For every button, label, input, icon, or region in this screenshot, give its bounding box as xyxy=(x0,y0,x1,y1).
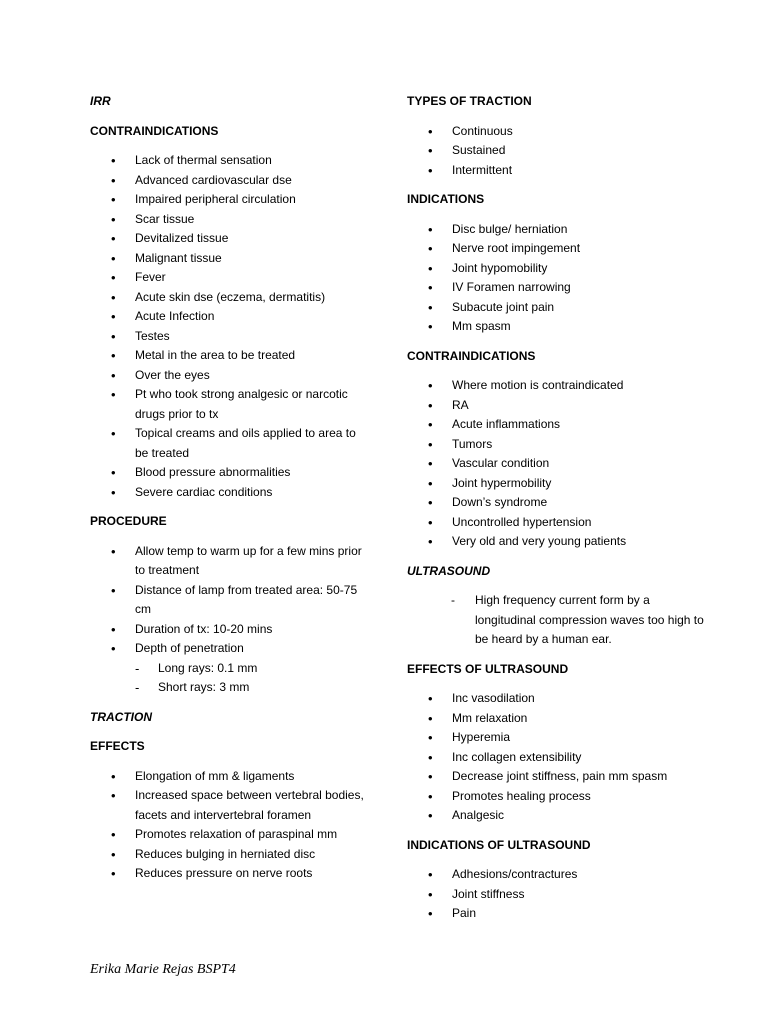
indications-of-ultrasound-list xyxy=(407,865,707,924)
list-item: • Blood pressure abnormalities xyxy=(90,463,365,483)
list-item: • Fever xyxy=(90,268,365,288)
procedure-list xyxy=(90,542,365,698)
list-item: • Allow temp to warm up for a few mins prior to treatment xyxy=(90,542,365,581)
list-item: • Hyperemia xyxy=(407,728,707,748)
indications-list xyxy=(407,220,707,337)
list-item: • Promotes healing process xyxy=(407,787,707,807)
traction-title: TRACTION xyxy=(90,709,152,724)
right-column xyxy=(407,92,707,934)
irr-title: IRR xyxy=(90,94,111,108)
list-item: • Down’s syndrome xyxy=(407,493,707,513)
list-item: • Acute skin dse (eczema, dermatitis) xyxy=(90,288,365,308)
list-item: • Continuous xyxy=(407,122,707,142)
list-item: • Lack of thermal sensation xyxy=(90,151,365,171)
list-item: • Advanced cardiovascular dse xyxy=(90,171,365,191)
depth-sub-list xyxy=(135,659,365,698)
types-of-traction-heading: TYPES OF TRACTION xyxy=(407,94,532,108)
list-item: • Joint stiffness xyxy=(407,885,707,905)
list-item xyxy=(90,639,365,698)
list-item: • Analgesic xyxy=(407,806,707,826)
effects-heading: EFFECTS xyxy=(90,739,145,753)
list-item: • Increased space between vertebral bodies, facets and intervertebral foramen xyxy=(90,786,365,825)
indications-heading: INDICATIONS xyxy=(407,192,485,206)
list-item: • Joint hypomobility xyxy=(407,259,707,279)
sub-list-item: - Short rays: 3 mm xyxy=(135,678,365,698)
list-item: • Joint hypermobility xyxy=(407,474,707,494)
effects-of-ultrasound-heading: EFFECTS OF ULTRASOUND xyxy=(407,661,569,676)
list-item: • Devitalized tissue xyxy=(90,229,365,249)
list-item: • Uncontrolled hypertension xyxy=(407,513,707,533)
list-item: • Testes xyxy=(90,327,365,347)
ultrasound-title: ULTRASOUND xyxy=(407,563,491,578)
left-column xyxy=(90,92,365,894)
traction-contraindications-heading: CONTRAINDICATIONS xyxy=(407,348,536,363)
list-item: • Nerve root impingement xyxy=(407,239,707,259)
list-item: • Severe cardiac conditions xyxy=(90,483,365,503)
list-item: • RA xyxy=(407,396,707,416)
list-item: • Promotes relaxation of paraspinal mm xyxy=(90,825,365,845)
list-item: • Inc vasodilation xyxy=(407,689,707,709)
author-footer: Erika Marie Rejas BSPT4 xyxy=(90,962,236,977)
list-item: • Tumors xyxy=(407,435,707,455)
traction-contraindications-list xyxy=(407,376,707,552)
depth-of-penetration-label: Depth of penetration xyxy=(135,641,244,655)
list-item: • Malignant tissue xyxy=(90,249,365,269)
list-item: • Decrease joint stiffness, pain mm spasm xyxy=(407,767,707,787)
list-item: • Pain xyxy=(407,904,707,924)
ultrasound-definition: - High frequency current form by a longitudinal compression waves too high to be heard by a human ear. xyxy=(407,591,707,650)
list-item: • Topical creams and oils applied to area to be treated xyxy=(90,424,365,463)
effects-of-ultrasound-list xyxy=(407,689,707,826)
list-item: • Pt who took strong analgesic or narcotic drugs prior to tx xyxy=(90,385,365,424)
list-item: • Reduces bulging in herniated disc xyxy=(90,845,365,865)
list-item: • Acute inflammations xyxy=(407,415,707,435)
list-item: • Over the eyes xyxy=(90,366,365,386)
list-item: • Elongation of mm & ligaments xyxy=(90,767,365,787)
list-item: • Acute Infection xyxy=(90,307,365,327)
effects-list xyxy=(90,767,365,884)
list-item: • Metal in the area to be treated xyxy=(90,346,365,366)
list-item: • Mm spasm xyxy=(407,317,707,337)
list-item: • Sustained xyxy=(407,141,707,161)
list-item: • Reduces pressure on nerve roots xyxy=(90,864,365,884)
list-item: • IV Foramen narrowing xyxy=(407,278,707,298)
list-item: • Intermittent xyxy=(407,161,707,181)
list-item: • Scar tissue xyxy=(90,210,365,230)
list-item: • Very old and very young patients xyxy=(407,532,707,552)
indications-of-ultrasound-heading: INDICATIONS OF ULTRASOUND xyxy=(407,837,591,852)
list-item: • Disc bulge/ herniation xyxy=(407,220,707,240)
list-item: • Impaired peripheral circulation xyxy=(90,190,365,210)
irr-contraindications-list xyxy=(90,151,365,502)
list-item: • Mm relaxation xyxy=(407,709,707,729)
list-item: • Where motion is contraindicated xyxy=(407,376,707,396)
list-item: • Inc collagen extensibility xyxy=(407,748,707,768)
sub-list-item: - Long rays: 0.1 mm xyxy=(135,659,365,679)
procedure-heading: PROCEDURE xyxy=(90,514,167,528)
list-item: • Subacute joint pain xyxy=(407,298,707,318)
list-item: • Duration of tx: 10-20 mins xyxy=(90,620,365,640)
list-item: • Adhesions/contractures xyxy=(407,865,707,885)
irr-contraindications-heading: CONTRAINDICATIONS xyxy=(90,123,219,138)
list-item: • Vascular condition xyxy=(407,454,707,474)
list-item: • Distance of lamp from treated area: 50-75 cm xyxy=(90,581,365,620)
types-of-traction-list xyxy=(407,122,707,181)
